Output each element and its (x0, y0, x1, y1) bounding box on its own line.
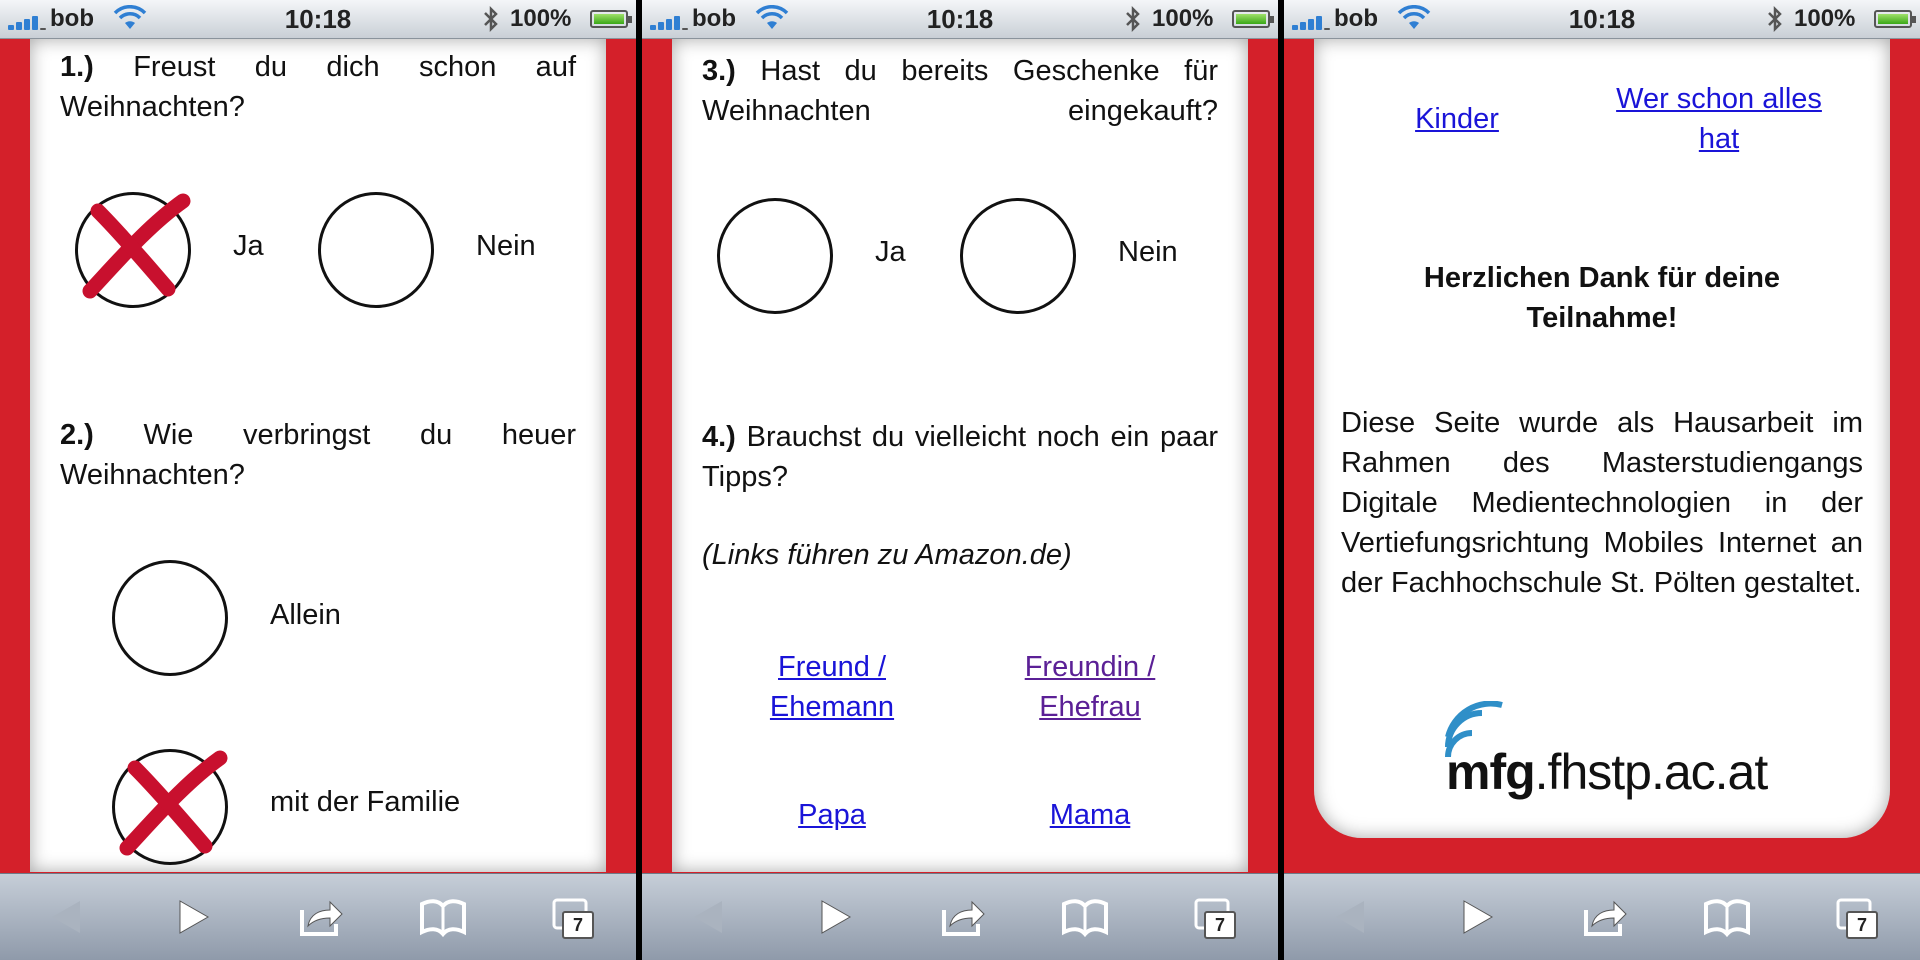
clock: 10:18 (1568, 4, 1636, 34)
radio-nein[interactable] (960, 198, 1076, 314)
link-mama[interactable]: Mama (1049, 799, 1131, 831)
clock: 10:18 (926, 4, 994, 34)
option-label-nein: Nein (476, 230, 536, 262)
about-paragraph: Diese Seite wurde als Hausarbeit im Rahmen des Masterstudiengangs Digitale Medientechnologien in der Vertiefungsrichtung Mobiles Internet an der Fachhochschule St. Pölten gestaltet. (1341, 407, 1863, 599)
logo-rest: .fhstp.ac.at (1534, 744, 1768, 800)
link-kinder[interactable]: Kinder (1415, 103, 1499, 135)
status-bar (642, 0, 1278, 39)
thanks-line: Teilnahme! (1526, 302, 1678, 334)
carrier-label: bob (50, 5, 94, 32)
question-text: Brauchst du vielleicht noch ein paar Tipps? (702, 421, 1219, 493)
thanks-line: Herzlichen Dank für deine (1423, 262, 1781, 294)
battery-percent: 100% (510, 5, 572, 32)
carrier-label: bob (1334, 5, 1378, 32)
radio-nein[interactable] (318, 192, 434, 308)
status-bar (0, 0, 636, 39)
bluetooth-icon (1766, 4, 1784, 34)
back-icon (682, 896, 732, 938)
option-label-nein: Nein (1118, 236, 1178, 268)
bluetooth-icon (482, 4, 500, 34)
phone-screen-3 (1284, 0, 1920, 960)
back-button[interactable] (682, 896, 732, 938)
status-bar (1284, 0, 1920, 39)
bookmarks-icon (1060, 896, 1110, 938)
phone-screen-1 (0, 0, 636, 960)
bookmarks-button[interactable] (418, 896, 468, 938)
option-label-ja: Ja (233, 230, 264, 262)
forward-button[interactable] (810, 896, 860, 938)
phone-screen-2 (642, 0, 1278, 960)
option-label-familie: mit der Familie (270, 786, 461, 818)
question-4 (702, 417, 1218, 497)
cross-mark-icon (68, 181, 198, 311)
battery-percent: 100% (1152, 5, 1214, 32)
tabs-button[interactable] (548, 896, 598, 938)
logo-text (1446, 743, 1767, 801)
browser-toolbar (1284, 873, 1920, 960)
link-line: hat (1698, 123, 1740, 155)
forward-icon (168, 896, 218, 938)
back-icon (1324, 896, 1374, 938)
back-button[interactable] (1324, 896, 1374, 938)
radio-familie-checked[interactable] (112, 749, 228, 865)
question-text: Wie verbringst du heuer Weihnachten? (60, 419, 577, 491)
battery-icon (590, 10, 628, 28)
bluetooth-icon (1124, 4, 1142, 34)
link-freundin-ehefrau[interactable] (990, 647, 1190, 727)
link-line: Freund / (778, 651, 886, 683)
browser-toolbar (642, 873, 1278, 960)
share-icon (1580, 896, 1630, 938)
question-text: Freust du dich schon auf Weihnachten? (60, 51, 577, 123)
forward-button[interactable] (168, 896, 218, 938)
back-button[interactable] (40, 896, 90, 938)
radio-allein[interactable] (112, 560, 228, 676)
mfg-logo (1442, 701, 1782, 811)
logo-bold: mfg (1446, 744, 1535, 800)
amazon-note: (Links führen zu Amazon.de) (702, 539, 1072, 571)
question-text: Hast du bereits Geschenke für Weihnachten eingekauft? (702, 55, 1219, 127)
option-label-allein: Allein (270, 599, 341, 631)
share-icon (938, 896, 988, 938)
survey-card (672, 39, 1248, 872)
radio-ja[interactable] (717, 198, 833, 314)
question-number: 4.) (702, 421, 736, 453)
link-line: Ehefrau (1039, 691, 1141, 723)
question-2 (60, 415, 576, 495)
survey-card (30, 39, 606, 872)
link-line: Wer schon alles (1616, 83, 1822, 115)
tab-count: 7 (1204, 911, 1236, 939)
question-1 (60, 47, 576, 127)
share-icon (296, 896, 346, 938)
link-line: Ehemann (769, 691, 895, 723)
battery-icon (1874, 10, 1912, 28)
tab-count: 7 (562, 911, 594, 939)
tab-count: 7 (1846, 911, 1878, 939)
forward-button[interactable] (1452, 896, 1502, 938)
bookmarks-button[interactable] (1702, 896, 1752, 938)
thanks-heading (1314, 258, 1890, 338)
bookmarks-icon (418, 896, 468, 938)
share-button[interactable] (1580, 896, 1630, 938)
survey-card (1314, 39, 1890, 838)
question-number: 1.) (60, 51, 94, 83)
clock: 10:18 (284, 4, 352, 34)
tabs-button[interactable] (1190, 896, 1240, 938)
forward-icon (810, 896, 860, 938)
link-wer-schon-alles-hat[interactable] (1594, 79, 1844, 159)
radio-ja-checked[interactable] (75, 192, 191, 308)
tabs-button[interactable] (1832, 896, 1882, 938)
battery-percent: 100% (1794, 5, 1856, 32)
option-label-ja: Ja (875, 236, 906, 268)
browser-toolbar (0, 873, 636, 960)
cross-mark-icon (105, 738, 235, 868)
link-freund-ehemann[interactable] (732, 647, 932, 727)
bookmarks-icon (1702, 896, 1752, 938)
link-papa[interactable]: Papa (798, 799, 866, 831)
bookmarks-button[interactable] (1060, 896, 1110, 938)
back-icon (40, 896, 90, 938)
share-button[interactable] (296, 896, 346, 938)
share-button[interactable] (938, 896, 988, 938)
question-3 (702, 51, 1218, 131)
link-line: Freundin / (1024, 651, 1156, 683)
forward-icon (1452, 896, 1502, 938)
question-number: 3.) (702, 55, 736, 87)
carrier-label: bob (692, 5, 736, 32)
question-number: 2.) (60, 419, 94, 451)
battery-icon (1232, 10, 1270, 28)
